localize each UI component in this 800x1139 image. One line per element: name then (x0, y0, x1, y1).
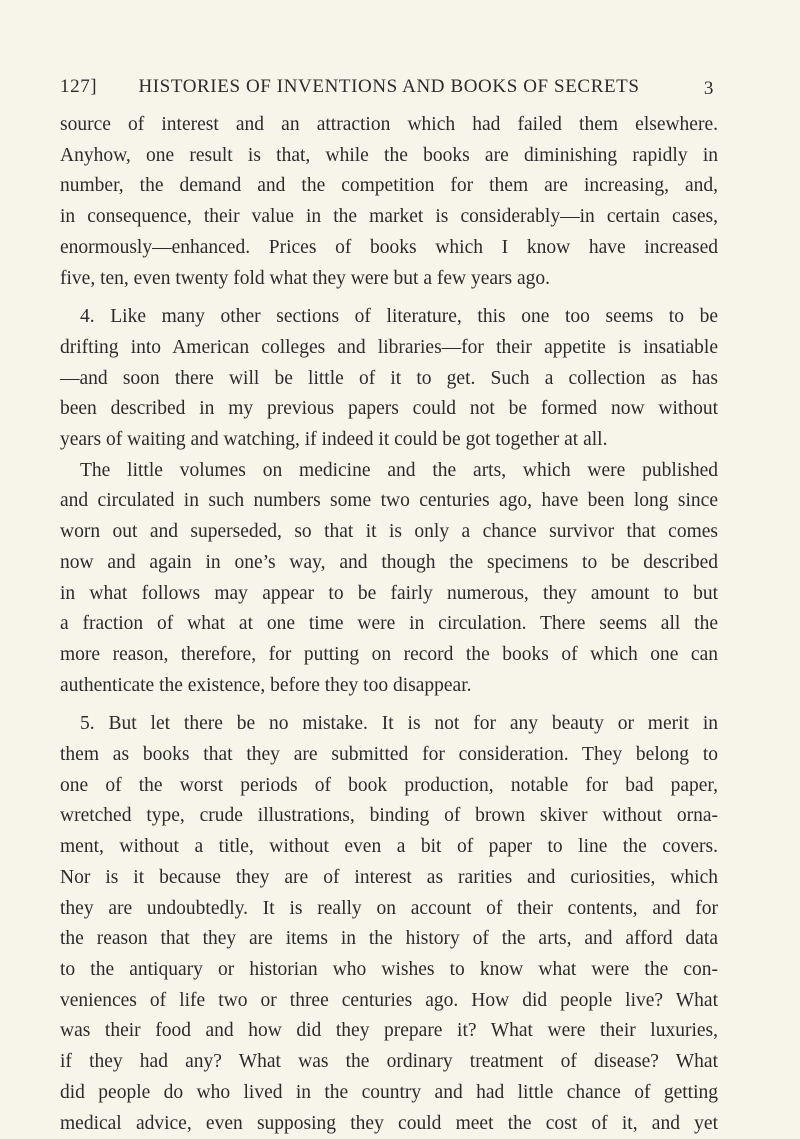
text-line: wretched type, crude illustrations, binding of brown skiver without orna- (60, 801, 718, 832)
text-line: veniences of life two or three centuries ago. How did people live? What (60, 986, 718, 1017)
running-head: HISTORIES OF INVENTIONS AND BOOKS OF SECRETS (106, 76, 672, 98)
text-line: one of the worst periods of book production, notable for bad paper, (60, 771, 718, 802)
text-line: 4. Like many other sections of literature, this one too seems to be (60, 302, 718, 333)
paragraph-gap (60, 701, 718, 709)
text-line: more reason, therefore, for putting on record the books of which one can (60, 640, 718, 671)
text-line: worn out and superseded, so that it is only a chance survivor that comes (60, 517, 718, 548)
text-line: in what follows may appear to be fairly numerous, they amount to but (60, 579, 718, 610)
text-line: in consequence, their value in the market is considerably—in certain cases, (60, 202, 718, 233)
text-line: number, the demand and the competition for them are increasing, and, (60, 171, 718, 202)
text-line: been described in my previous papers could not be formed now without (60, 394, 718, 425)
page-number: 127] (60, 76, 97, 98)
text-line: if they had any? What was the ordinary treatment of disease? What (60, 1047, 718, 1078)
text-line: did people do who lived in the country and had little chance of getting (60, 1078, 718, 1109)
text-line: them as books that they are submitted for consideration. They belong to (60, 740, 718, 771)
text-line: now and again in one’s way, and though the specimens to be described (60, 548, 718, 579)
text-line: —and soon there will be little of it to get. Such a collection as has (60, 364, 718, 395)
text-line: they are undoubtedly. It is really on account of their contents, and for (60, 894, 718, 925)
text-line: drifting into American colleges and libraries—for their appetite is insatiable (60, 333, 718, 364)
text-line: medical advice, even supposing they could meet the cost of it, and yet (60, 1109, 718, 1139)
folio-mark: 3 (704, 78, 714, 100)
text-line: enormously—enhanced. Prices of books which I know have increased (60, 233, 718, 264)
text-line: Nor is it because they are of interest as rarities and curiosities, which (60, 863, 718, 894)
text-line: and circulated in such numbers some two centuries ago, have been long since (60, 486, 718, 517)
paragraph-gap (60, 294, 718, 302)
text-line: the reason that they are items in the history of the arts, and afford data (60, 924, 718, 955)
text-line: to the antiquary or historian who wishes to know what were the con- (60, 955, 718, 986)
page-header (60, 76, 718, 106)
text-line: was their food and how did they prepare it? What were their luxuries, (60, 1016, 718, 1047)
body-text (60, 110, 718, 1139)
text-line: The little volumes on medicine and the arts, which were published (60, 456, 718, 487)
text-line: Anyhow, one result is that, while the books are diminishing rapidly in (60, 141, 718, 172)
text-line: years of waiting and watching, if indeed it could be got together at all. (60, 425, 718, 456)
text-line: source of interest and an attraction which had failed them elsewhere. (60, 110, 718, 141)
text-line: five, ten, even twenty fold what they were but a few years ago. (60, 264, 718, 295)
text-line: ment, without a title, without even a bit of paper to line the covers. (60, 832, 718, 863)
text-line: authenticate the existence, before they too disappear. (60, 671, 718, 702)
text-line: a fraction of what at one time were in circulation. There seems all the (60, 609, 718, 640)
book-page (60, 0, 718, 1117)
text-line: 5. But let there be no mistake. It is not for any beauty or merit in (60, 709, 718, 740)
